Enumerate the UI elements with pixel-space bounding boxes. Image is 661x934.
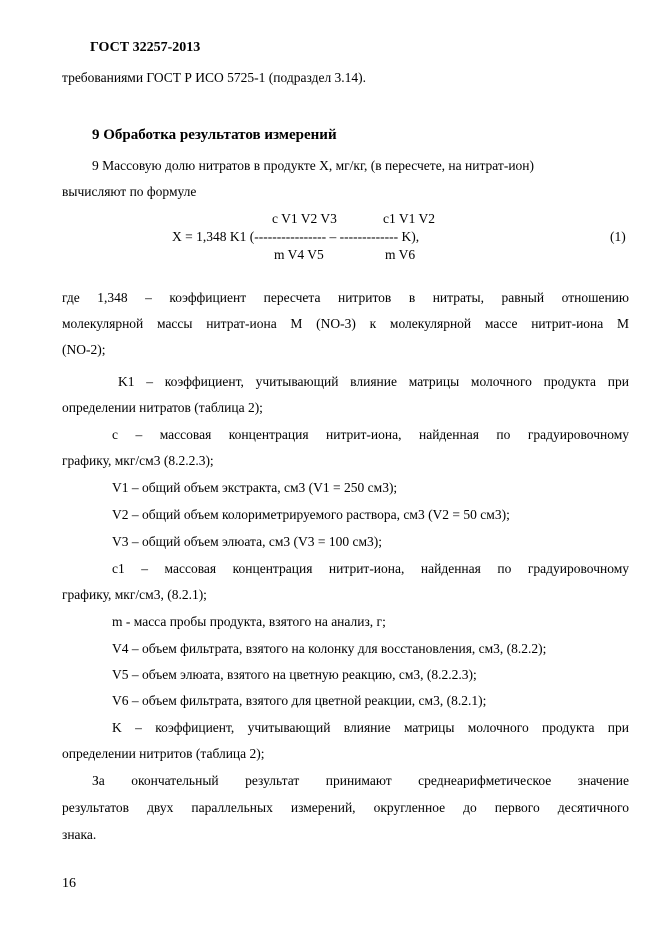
- definition-k1-line-1: K1 – коэффициент, учитывающий влияние матрицы молочного продукта при: [118, 374, 629, 389]
- formula-main: X = 1,348 K1 (---------------- – ------------- K),: [172, 229, 420, 244]
- formula-block: [0, 207, 661, 267]
- definition-v3: V3 – общий объем элюата, см3 (V3 = 100 см3);: [112, 534, 383, 549]
- definition-k-line-2: определении нитритов (таблица 2);: [62, 746, 265, 761]
- definition-v4: V4 – объем фильтрата, взятого на колонку для восстановления, см3, (8.2.2);: [112, 641, 547, 656]
- definition-v5: V5 – объем элюата, взятого на цветную реакцию, см3, (8.2.2.3);: [112, 667, 477, 682]
- page-number: 16: [62, 876, 76, 891]
- definition-v2: V2 – общий объем колориметрируемого раствора, см3 (V2 = 50 см3);: [112, 507, 510, 522]
- definition-coefficient-line-3: (NO-2);: [62, 342, 106, 357]
- section-title: 9 Обработка результатов измерений: [92, 127, 337, 143]
- formula-numerator-2: c1 V1 V2: [383, 211, 436, 226]
- definition-c-line-2: графику, мкг/см3 (8.2.2.3);: [62, 453, 214, 468]
- formula-numerator-1: c V1 V2 V3: [272, 211, 337, 226]
- intro-line-1: 9 Массовую долю нитратов в продукте X, мг/кг, (в пересчете, на нитрат-ион): [92, 158, 535, 173]
- definition-k-line-1: K – коэффициент, учитывающий влияние матрицы молочного продукта при: [112, 720, 629, 735]
- continuation-line: требованиями ГОСТ Р ИСО 5725-1 (подраздел 3.14).: [62, 70, 367, 85]
- definition-coefficient-line-2: молекулярной массы нитрат-иона M (NO-3) к молекулярной массе нитрит-иона M: [62, 316, 629, 331]
- conclusion-line-1: За окончательный результат принимают среднеарифметическое значение: [92, 773, 629, 788]
- formula-denominator-2: m V6: [385, 247, 416, 262]
- document-standard-header: ГОСТ 32257-2013: [90, 40, 201, 55]
- intro-line-2: вычисляют по формуле: [62, 184, 197, 199]
- equation-number: (1): [610, 229, 626, 244]
- definition-c1-line-2: графику, мкг/см3, (8.2.1);: [62, 587, 207, 602]
- definition-c-line-1: c – массовая концентрация нитрит-иона, найденная по градуировочному: [112, 427, 629, 442]
- definition-v1: V1 – общий объем экстракта, см3 (V1 = 250 см3);: [112, 480, 398, 495]
- conclusion-line-2: результатов двух параллельных измерений, округленное до первого десятичного: [62, 800, 629, 815]
- definition-k1-line-2: определении нитратов (таблица 2);: [62, 400, 263, 415]
- definition-m: m - масса пробы продукта, взятого на анализ, г;: [112, 614, 386, 629]
- definition-c1-line-1: c1 – массовая концентрация нитрит-иона, найденная по градуировочному: [112, 561, 629, 576]
- formula-denominator-1: m V4 V5: [274, 247, 324, 262]
- conclusion-line-3: знака.: [62, 827, 97, 842]
- definition-coefficient-line-1: где 1,348 – коэффициент пересчета нитритов в нитраты, равный отношению: [62, 290, 629, 305]
- definition-v6: V6 – объем фильтрата, взятого для цветной реакции, см3, (8.2.1);: [112, 693, 487, 708]
